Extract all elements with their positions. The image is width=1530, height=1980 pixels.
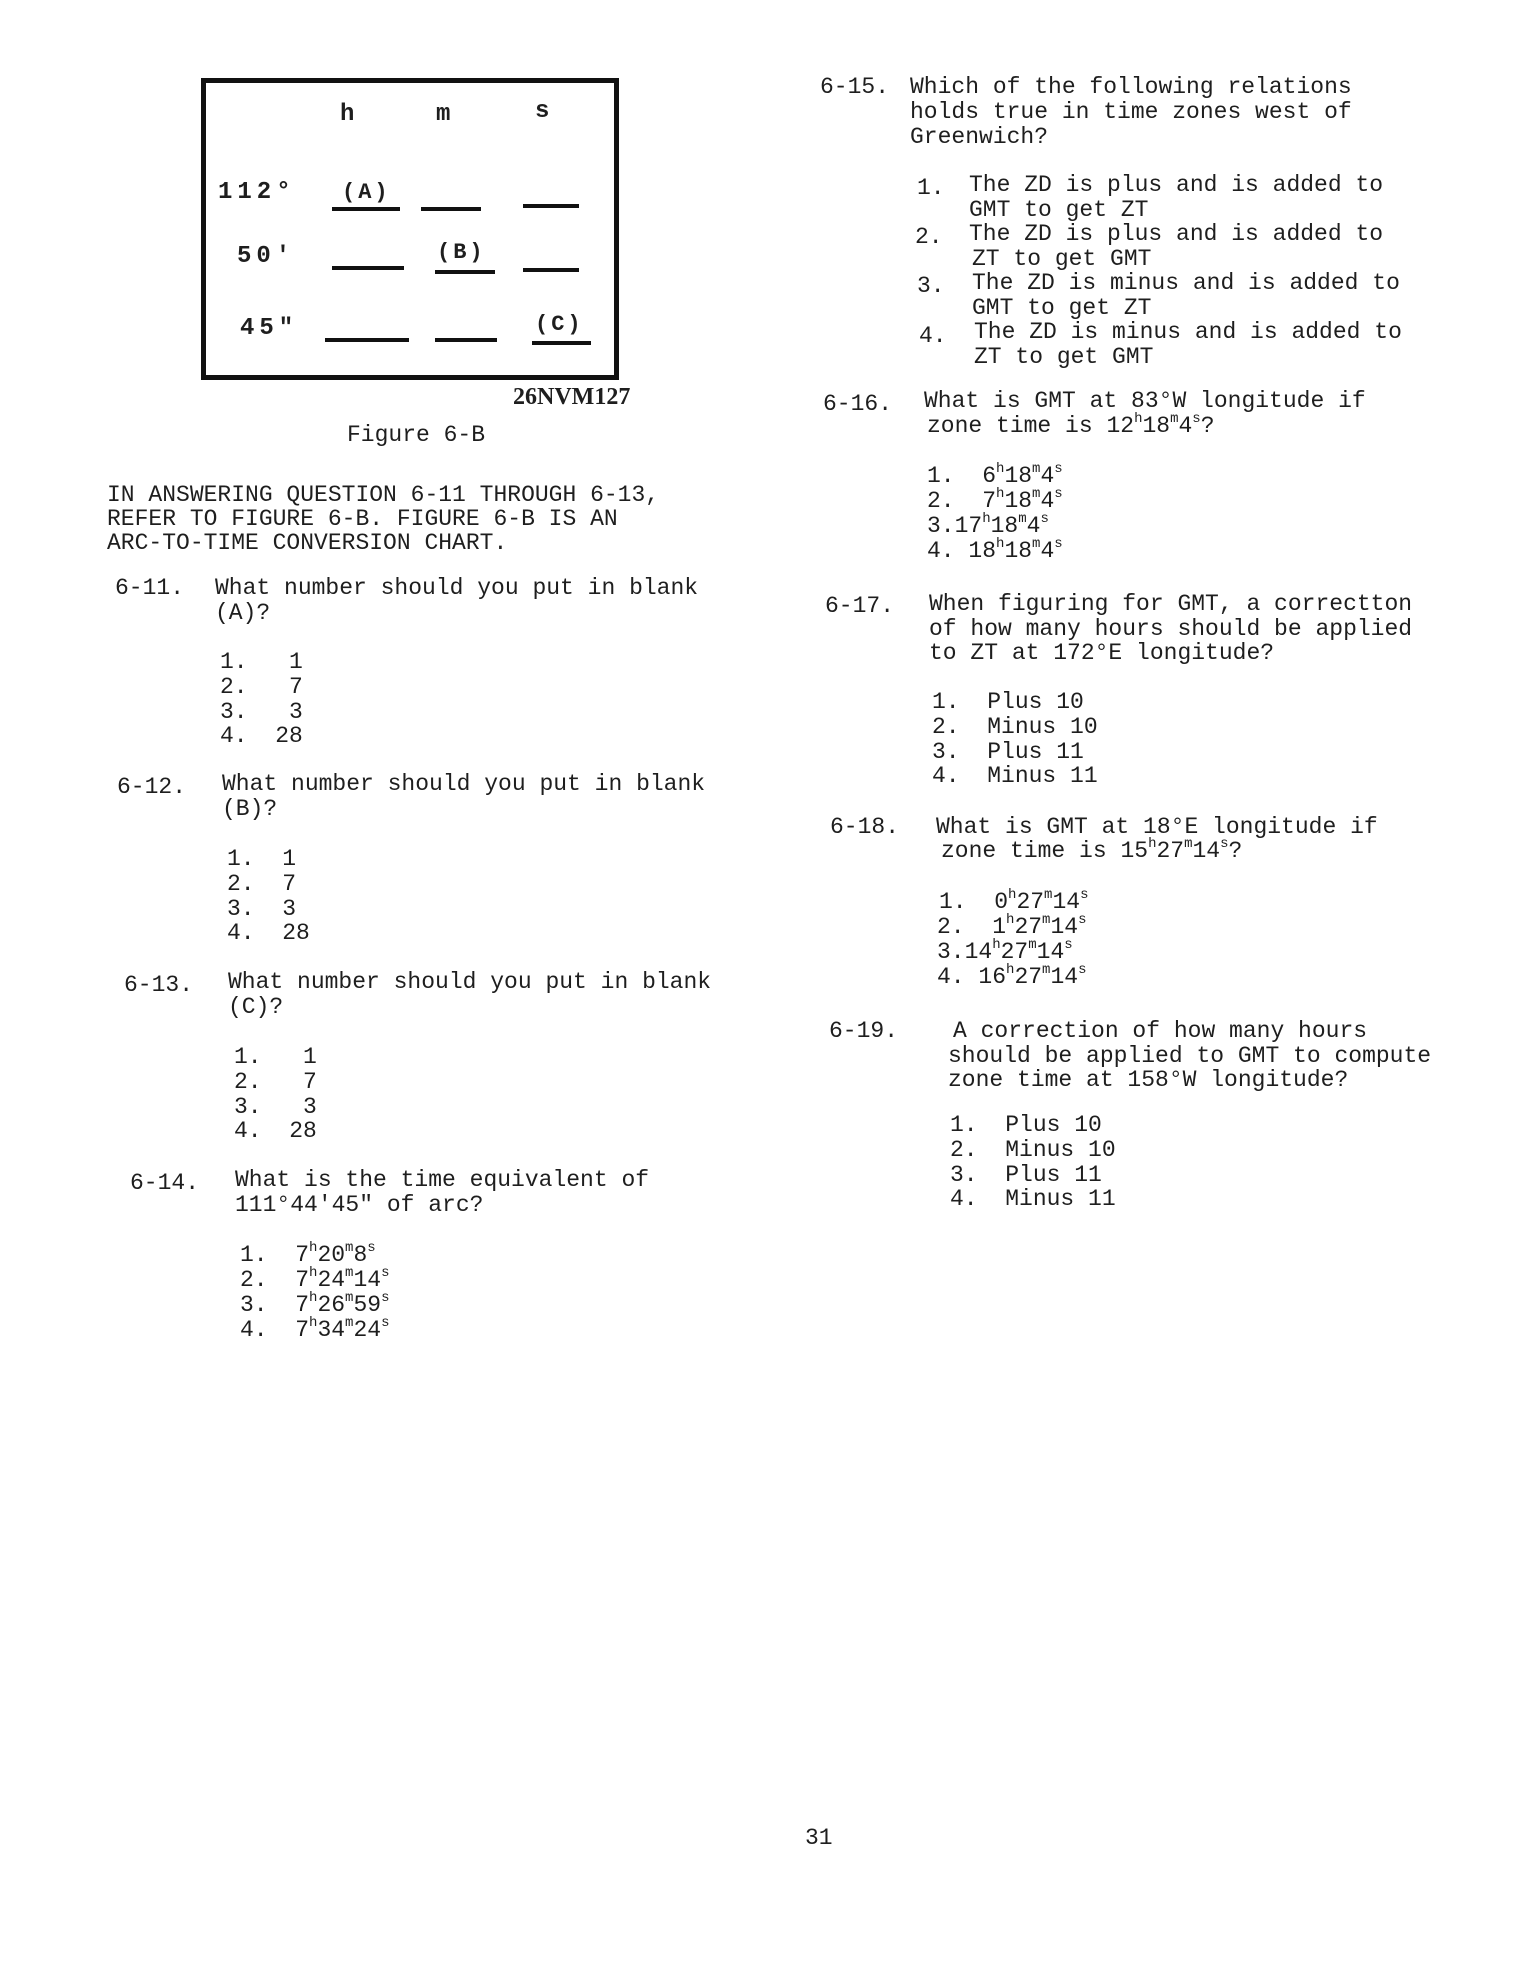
col-header-m: m — [436, 101, 451, 128]
answer-option: 4. 28 — [227, 920, 310, 946]
answer-option: 2. 7$^h$18$^m$4$^s$ — [927, 486, 1063, 514]
question-text-line: What is GMT at 83°W longitude if — [924, 388, 1366, 414]
time-value: 1$^h$27$^m$14$^s$ — [992, 912, 1087, 940]
question-number: 6-19. — [829, 1018, 899, 1044]
row-label-seconds: 45" — [240, 315, 299, 342]
question-text-line: What is the time equivalent of — [235, 1167, 650, 1193]
question-text-line: zone time is 12$^h$18$^m$4$^s$? — [927, 411, 1215, 439]
question-number: 6-18. — [830, 814, 900, 840]
answer-option: 1. 0$^h$27$^m$14$^s$ — [939, 887, 1089, 915]
answer-option: 4. 7$^h$34$^m$24$^s$ — [240, 1315, 390, 1343]
time-value: 0$^h$27$^m$14$^s$ — [994, 887, 1089, 915]
question-number: 6-14. — [130, 1170, 200, 1196]
question-text-line: (B)? — [222, 796, 278, 822]
question-text-line: of how many hours should be applied — [929, 616, 1413, 642]
question-number: 6-13. — [124, 972, 194, 998]
answer-option: 4. Minus 11 — [932, 763, 1098, 789]
instruction-line-1: IN ANSWERING QUESTION 6-11 THROUGH 6-13, — [107, 482, 660, 508]
question-number: 6-16. — [823, 391, 893, 417]
answer-option-text: The ZD is minus and is added to — [972, 270, 1400, 296]
zone-time-value: 15$^h$27$^m$14$^s$? — [1120, 836, 1243, 864]
question-text-line: A correction of how many hours — [953, 1018, 1368, 1044]
time-value: 14$^h$27$^m$14$^s$ — [964, 937, 1073, 965]
answer-option: 2. 7$^h$24$^m$14$^s$ — [240, 1265, 390, 1293]
answer-option: 3. 3 — [227, 896, 297, 922]
answer-option: 1. 7$^h$20$^m$8$^s$ — [240, 1240, 376, 1268]
answer-option-number: 3. — [917, 273, 945, 299]
figure-caption: Figure 6-B — [347, 422, 486, 448]
row-label-degrees: 112° — [218, 179, 296, 206]
answer-option: 1. Plus 10 — [932, 689, 1084, 715]
row1-m-line — [421, 207, 481, 211]
answer-option: 3. 7$^h$26$^m$59$^s$ — [240, 1290, 390, 1318]
time-value: 6$^h$18$^m$4$^s$ — [982, 461, 1063, 489]
question-text-line: zone time at 158°W longitude? — [948, 1067, 1349, 1093]
answer-option: 2. 7 — [234, 1069, 317, 1095]
question-text-line: What number should you put in blank — [228, 969, 712, 995]
question-text-line: What is GMT at 18°E longitude if — [936, 814, 1378, 840]
time-value: 7$^h$24$^m$14$^s$ — [295, 1265, 390, 1293]
answer-option: 4. 28 — [220, 723, 303, 749]
row1-s-line — [523, 204, 579, 208]
answer-option: 4. 18$^h$18$^m$4$^s$ — [927, 536, 1063, 564]
answer-option: 2. 1$^h$27$^m$14$^s$ — [937, 912, 1087, 940]
row2-h-line — [332, 266, 404, 270]
answer-option-number: 4. — [919, 323, 947, 349]
answer-option: 1. 1 — [220, 649, 303, 675]
question-number: 6-15. — [820, 74, 890, 100]
answer-option-text: The ZD is plus and is added to — [969, 172, 1384, 198]
question-text-line: Which of the following relations — [910, 74, 1352, 100]
row3-m-line — [435, 338, 497, 342]
answer-option-number: 1. — [917, 175, 945, 201]
time-value: 7$^h$18$^m$4$^s$ — [982, 486, 1063, 514]
answer-option: 1. 6$^h$18$^m$4$^s$ — [927, 461, 1063, 489]
question-text-line: What number should you put in blank — [215, 575, 699, 601]
instruction-line-2: REFER TO FIGURE 6-B. FIGURE 6-B IS AN — [107, 506, 618, 532]
answer-option-text: The ZD is plus and is added to — [969, 221, 1384, 247]
blank-b-line — [435, 270, 495, 274]
question-number: 6-17. — [825, 593, 895, 619]
blank-c-line — [532, 341, 591, 345]
figure-code: 26NVM127 — [513, 384, 631, 410]
blank-a-label: (A) — [342, 180, 391, 205]
answer-option: 1. 1 — [227, 846, 297, 872]
question-text-line: Greenwich? — [910, 124, 1049, 150]
question-text-line: should be applied to GMT to compute — [948, 1043, 1432, 1069]
answer-option-text: GMT to get ZT — [972, 295, 1152, 321]
question-text-line: (A)? — [215, 600, 271, 626]
question-text-line: 111°44'45" of arc? — [235, 1192, 484, 1218]
blank-a-line — [332, 207, 400, 211]
answer-option: 2. Minus 10 — [932, 714, 1098, 740]
question-text-line: When figuring for GMT, a correctton — [929, 591, 1413, 617]
answer-option-text: ZT to get GMT — [974, 344, 1154, 370]
time-value: 7$^h$20$^m$8$^s$ — [295, 1240, 376, 1268]
question-text-line: What number should you put in blank — [222, 771, 706, 797]
answer-option-text: ZT to get GMT — [972, 246, 1152, 272]
time-value: 16$^h$27$^m$14$^s$ — [978, 962, 1087, 990]
answer-option: 3. 3 — [234, 1094, 317, 1120]
answer-option: 1. Plus 10 — [950, 1112, 1102, 1138]
answer-option: 2. Minus 10 — [950, 1137, 1116, 1163]
row-label-minutes: 50' — [237, 243, 296, 270]
answer-option-text: The ZD is minus and is added to — [974, 319, 1402, 345]
answer-option: 3. 3 — [220, 699, 303, 725]
col-header-h: h — [340, 101, 355, 128]
question-text-line: holds true in time zones west of — [910, 99, 1352, 125]
page-number: 31 — [805, 1825, 833, 1851]
col-header-s: s — [535, 98, 550, 125]
answer-option: 2. 7 — [227, 871, 297, 897]
question-text-line: zone time is 15$^h$27$^m$14$^s$? — [941, 836, 1243, 864]
answer-option: 3.17$^h$18$^m$4$^s$ — [927, 511, 1049, 539]
blank-c-label: (C) — [535, 312, 584, 337]
time-value: 7$^h$26$^m$59$^s$ — [295, 1290, 390, 1318]
answer-option: 2. 7 — [220, 674, 303, 700]
zone-time-value: 12$^h$18$^m$4$^s$? — [1106, 411, 1215, 439]
blank-b-label: (B) — [437, 240, 486, 265]
answer-option: 1. 1 — [234, 1044, 317, 1070]
question-text-line: to ZT at 172°E longitude? — [929, 640, 1275, 666]
time-value: 17$^h$18$^m$4$^s$ — [954, 511, 1049, 539]
answer-option: 4. Minus 11 — [950, 1186, 1116, 1212]
answer-option-number: 2. — [915, 224, 943, 250]
time-value: 7$^h$34$^m$24$^s$ — [295, 1315, 390, 1343]
answer-option-text: GMT to get ZT — [969, 197, 1149, 223]
instruction-line-3: ARC-TO-TIME CONVERSION CHART. — [107, 530, 508, 556]
row3-h-line — [325, 338, 409, 342]
answer-option: 4. 28 — [234, 1118, 317, 1144]
answer-option: 4. 16$^h$27$^m$14$^s$ — [937, 962, 1087, 990]
time-value: 18$^h$18$^m$4$^s$ — [968, 536, 1063, 564]
row2-s-line — [523, 268, 579, 272]
question-number: 6-11. — [115, 575, 185, 601]
question-text-line: (C)? — [228, 994, 284, 1020]
answer-option: 3.14$^h$27$^m$14$^s$ — [937, 937, 1073, 965]
question-number: 6-12. — [117, 774, 187, 800]
answer-option: 3. Plus 11 — [950, 1162, 1102, 1188]
answer-option: 3. Plus 11 — [932, 739, 1084, 765]
